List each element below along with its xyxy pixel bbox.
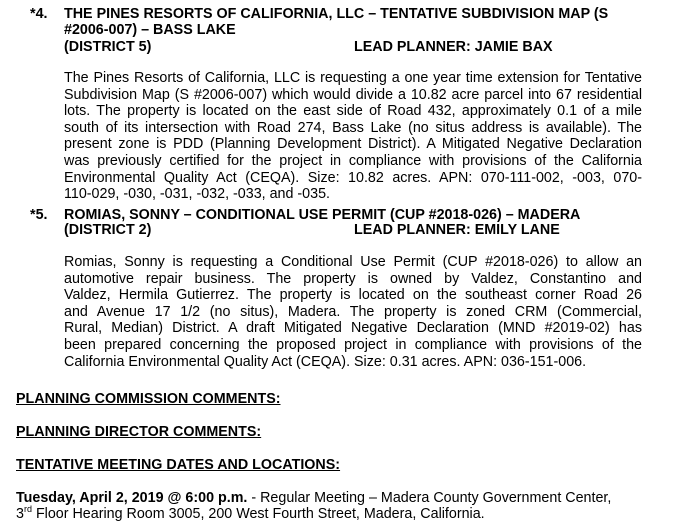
planning-director-comments-heading: PLANNING DIRECTOR COMMENTS:	[16, 424, 262, 440]
item-5-description	[64, 254, 642, 370]
description-line: was previously certified for the project in compliance with provisions of the California	[64, 152, 642, 169]
description-line: present zone is PDD (Planning Development District). A Mitigated Negative Declaration	[64, 136, 642, 153]
description-line: Romias, Sonny is requesting a Conditional Use Permit (CUP #2018-026) to allow an	[64, 254, 642, 270]
item-4-title-line1: THE PINES RESORTS OF CALIFORNIA, LLC – TENTATIVE SUBDIVISION MAP (S	[64, 6, 609, 22]
description-line: lots. The property is located on the east side of Road 432, approximately 0.1 of a mile	[64, 103, 642, 120]
description-line: Environmental Quality Act (CEQA). Size: 10.82 acres. APN: 070-111-002, -003, 070-	[64, 169, 642, 186]
description-line: Rural, Median) District. A draft Mitigated Negative Declaration (MND #2019-02) has	[64, 320, 642, 337]
item-4-number: *4.	[30, 6, 48, 22]
description-line: been prepared concerning the proposed project in compliance with provisions of the	[64, 336, 642, 353]
item-4-lead-planner: LEAD PLANNER: JAMIE BAX	[354, 39, 553, 55]
item-5-number: *5.	[30, 207, 48, 223]
tentative-meeting-dates-heading: TENTATIVE MEETING DATES AND LOCATIONS:	[16, 457, 341, 473]
item-5-district: (DISTRICT 2)	[64, 222, 152, 238]
item-4-description	[64, 70, 642, 203]
description-line: 110-029, -030, -031, -032, -033, and -035.	[64, 186, 331, 203]
description-line: Subdivision Map (S #2006-007) which would divide a 10.82 acre parcel into 67 residential	[64, 86, 642, 103]
description-line: automotive repair business. The property is owned by Valdez, Constantino and	[64, 270, 642, 287]
meeting-location: Floor Hearing Room 3005, 200 West Fourth Street, Madera, California.	[31, 506, 485, 522]
planning-commission-comments-heading: PLANNING COMMISSION COMMENTS:	[16, 391, 281, 407]
description-line: south of its intersection with Road 274, Bass Lake (no situs address is available). The	[64, 119, 642, 136]
description-line: and Avenue 17 1/2 (no situs), Madera. The property is zoned CRM (Commercial,	[64, 303, 642, 320]
item-5-lead-planner: LEAD PLANNER: EMILY LANE	[354, 222, 560, 238]
floor-suffix: rd	[23, 504, 32, 514]
meeting-details: - Regular Meeting – Madera County Government Center,	[247, 490, 612, 506]
description-line: The Pines Resorts of California, LLC is requesting a one year time extension for Tentative	[64, 70, 642, 86]
meeting-date: Tuesday, April 2, 2019 @ 6:00 p.m.	[16, 490, 248, 506]
meeting-line-1	[16, 490, 644, 506]
item-4-title-line2: #2006-007) – BASS LAKE	[64, 22, 236, 38]
item-5-title: ROMIAS, SONNY – CONDITIONAL USE PERMIT (CUP #2018-026) – MADERA	[64, 207, 581, 223]
item-4-district: (DISTRICT 5)	[64, 39, 152, 55]
floor-number: 3	[16, 506, 24, 522]
description-line: Valdez, Hermila Gutierrez. The property is located on the southeast corner Road 26	[64, 287, 642, 304]
meeting-line-2	[16, 506, 485, 522]
description-line: California Environmental Quality Act (CEQA). Size: 0.31 acres. APN: 036-151-006.	[64, 353, 587, 370]
